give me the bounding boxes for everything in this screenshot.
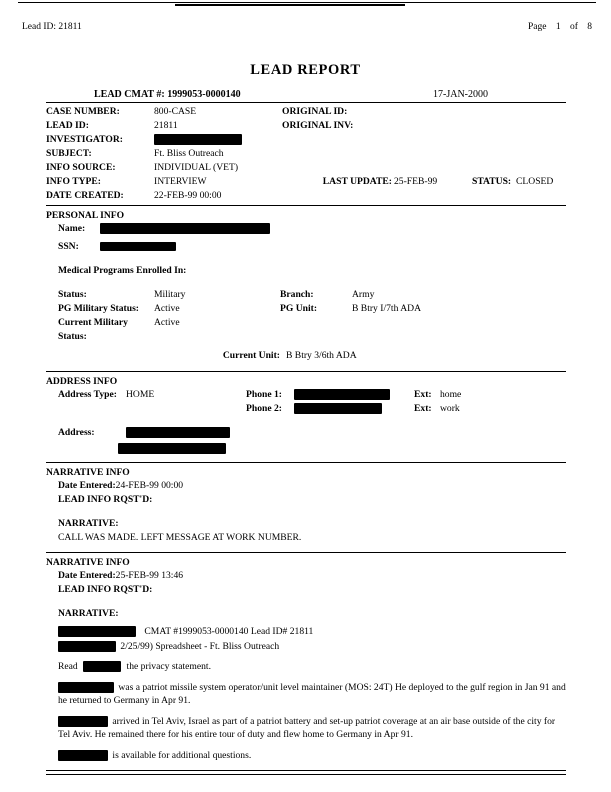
investigator-label: INVESTIGATOR: bbox=[46, 134, 123, 145]
last-update-label: LAST UPDATE: bbox=[322, 176, 392, 187]
narrative-paragraph-4 bbox=[46, 749, 566, 763]
pg-unit-label: PG Unit: bbox=[280, 303, 318, 314]
info-source-row bbox=[46, 161, 566, 175]
branch-label: Branch: bbox=[280, 289, 314, 300]
lead-id-row bbox=[46, 119, 566, 133]
page-of-label: of bbox=[569, 22, 578, 32]
cmat-value: 1999053-0000140 bbox=[167, 89, 241, 100]
pg-unit-value: B Btry I/7th ADA bbox=[352, 303, 422, 314]
case-number-row bbox=[46, 105, 566, 119]
case-info-section bbox=[46, 103, 566, 205]
address-type-value: HOME bbox=[126, 389, 155, 400]
phone1-label: Phone 1: bbox=[246, 389, 282, 400]
narrative-line-1 bbox=[46, 625, 566, 638]
header-page-number bbox=[521, 22, 592, 32]
narrative-paragraph-1 bbox=[46, 660, 566, 674]
case-number-value: 800-CASE bbox=[154, 106, 197, 117]
investigator-row bbox=[46, 133, 566, 147]
status-row bbox=[46, 288, 566, 302]
redaction-bar bbox=[58, 626, 136, 637]
page-current: 1 bbox=[555, 22, 561, 32]
narrative-paragraph-3 bbox=[46, 715, 566, 742]
phone2-value bbox=[294, 402, 414, 416]
cmat-date: 17-JAN-2000 bbox=[433, 89, 488, 100]
redaction-bar bbox=[100, 242, 176, 251]
current-military-status-value: Active bbox=[154, 317, 180, 328]
redaction-bar bbox=[58, 750, 108, 761]
investigator-value bbox=[154, 133, 282, 147]
narrative-text-1: CALL WAS MADE. LEFT MESSAGE AT WORK NUMBER. bbox=[58, 532, 302, 543]
info-source-label: INFO SOURCE: bbox=[46, 162, 116, 173]
last-update-value: 25-FEB-99 bbox=[394, 176, 438, 187]
status-label: STATUS: bbox=[472, 176, 512, 187]
narrative-line-2 bbox=[46, 640, 566, 653]
address-type-label: Address Type: bbox=[58, 389, 117, 400]
current-unit-value: B Btry 3/6th ADA bbox=[286, 350, 357, 361]
redaction-bar bbox=[58, 641, 116, 652]
pg-military-status-label: PG Military Status: bbox=[58, 303, 140, 314]
ext2-label: Ext: bbox=[414, 403, 432, 414]
redaction-bar bbox=[294, 403, 382, 414]
narrative-paragraph-4-text: is available for additional questions. bbox=[112, 749, 252, 761]
page-label: Page bbox=[527, 22, 547, 32]
page-bottom-rule bbox=[46, 770, 566, 771]
ext1-label: Ext: bbox=[414, 389, 432, 400]
redaction-bar bbox=[294, 389, 390, 400]
header-lead-id bbox=[22, 22, 82, 32]
date-entered-value-1: 24-FEB-99 00:00 bbox=[115, 480, 184, 491]
status-value: CLOSED bbox=[516, 176, 554, 187]
redaction-bar bbox=[126, 427, 230, 438]
cmat-label: LEAD CMAT #: bbox=[94, 89, 165, 100]
ssn-row bbox=[46, 240, 566, 254]
info-type-label: INFO TYPE: bbox=[46, 176, 101, 187]
info-type-row bbox=[46, 175, 566, 189]
date-entered-label-1: Date Entered: bbox=[58, 480, 116, 491]
narrative-line-2-text: 2/25/99) Spreadsheet - Ft. Bliss Outreach bbox=[120, 641, 280, 652]
address-label: Address: bbox=[58, 427, 95, 438]
page-header bbox=[22, 22, 592, 32]
narrative-paragraph-1-prefix: Read bbox=[58, 661, 78, 672]
narrative-paragraph-2-text: was a patriot missile system operator/unit level maintainer (MOS: 24T) He deployed to the gulf region in Jan 91 and he returned to Germany in Apr 91. bbox=[58, 681, 566, 706]
date-entered-value-2: 25-FEB-99 13:46 bbox=[115, 570, 184, 581]
subject-label: SUBJECT: bbox=[46, 148, 92, 159]
redaction-bar bbox=[58, 682, 114, 693]
report-body bbox=[46, 88, 566, 775]
name-value bbox=[100, 222, 270, 236]
original-inv-label: ORIGINAL INV: bbox=[282, 120, 354, 131]
ssn-value bbox=[100, 240, 176, 254]
subject-row bbox=[46, 147, 566, 161]
header-lead-id-value: 21811 bbox=[58, 22, 82, 32]
name-row bbox=[46, 222, 566, 236]
redaction-bar bbox=[118, 443, 226, 454]
date-created-value: 22-FEB-99 00:00 bbox=[154, 190, 222, 201]
medical-programs-label: Medical Programs Enrolled In: bbox=[58, 265, 187, 276]
narrative-heading-1: NARRATIVE INFO bbox=[46, 467, 130, 478]
pg-military-status-value: Active bbox=[154, 303, 180, 314]
redaction-bar bbox=[83, 661, 121, 672]
narrative-label-2: NARRATIVE: bbox=[58, 608, 119, 619]
address-type-row bbox=[46, 388, 566, 402]
lead-id-value: 21811 bbox=[154, 120, 178, 131]
date-created-row bbox=[46, 189, 566, 203]
address-row-2 bbox=[46, 443, 566, 454]
date-entered-row-2 bbox=[46, 569, 566, 583]
personal-info-section bbox=[46, 206, 566, 371]
date-entered-row-1 bbox=[46, 479, 566, 493]
name-label: Name: bbox=[58, 223, 86, 234]
info-source-value: INDIVIDUAL (VET) bbox=[154, 162, 239, 173]
redaction-bar bbox=[154, 134, 242, 145]
lead-info-rqstd-label-1: LEAD INFO RQST'D: bbox=[58, 494, 153, 505]
narrative-label-row-1 bbox=[46, 517, 566, 531]
address-row bbox=[46, 426, 566, 440]
ext2-value: work bbox=[440, 403, 460, 414]
lead-id-label: LEAD ID: bbox=[46, 120, 89, 131]
current-unit-row bbox=[46, 349, 566, 363]
narrative-section-2 bbox=[46, 553, 566, 774]
page-title: LEAD REPORT bbox=[250, 62, 361, 78]
info-type-value: INTERVIEW bbox=[154, 176, 207, 187]
header-lead-id-label: Lead ID: bbox=[22, 22, 57, 32]
medical-programs-row bbox=[46, 264, 566, 278]
ext1-value: home bbox=[440, 389, 462, 400]
date-entered-label-2: Date Entered: bbox=[58, 570, 116, 581]
address-value bbox=[126, 426, 230, 440]
personal-info-heading: PERSONAL INFO bbox=[46, 210, 125, 221]
address-info-section bbox=[46, 372, 566, 462]
original-id-label: ORIGINAL ID: bbox=[282, 106, 348, 117]
lead-info-rqstd-row-1 bbox=[46, 493, 566, 507]
current-military-status-row bbox=[46, 316, 566, 344]
phone2-label: Phone 2: bbox=[246, 403, 282, 414]
current-military-status-label: Current Military Status: bbox=[58, 317, 128, 342]
branch-value: Army bbox=[352, 289, 375, 300]
narrative-paragraph-2 bbox=[46, 681, 566, 708]
lead-info-rqstd-row-2 bbox=[46, 583, 566, 597]
narrative-section-1 bbox=[46, 463, 566, 552]
current-unit-label: Current Unit: bbox=[222, 350, 280, 361]
subject-value: Ft. Bliss Outreach bbox=[154, 148, 224, 159]
case-number-label: CASE NUMBER: bbox=[46, 106, 120, 117]
narrative-label-row-2 bbox=[46, 607, 566, 621]
narrative-line-1-text: CMAT #1999053-0000140 Lead ID# 21811 bbox=[144, 626, 314, 637]
address-info-heading: ADDRESS INFO bbox=[46, 376, 118, 387]
narrative-label-1: NARRATIVE: bbox=[58, 518, 119, 529]
phone1-value bbox=[294, 388, 414, 402]
page-top-rule-accent bbox=[175, 4, 405, 6]
personal-status-value: Military bbox=[154, 289, 186, 300]
narrative-paragraph-3-text: arrived in Tel Aviv, Israel as part of a patriot battery and set-up patriot coverage at an air base outside of the city for Tel Aviv. He remained there for his entire tour of duty and flew home to Germany in Apr 91. bbox=[58, 715, 556, 740]
rule-under-narrative-2 bbox=[46, 774, 566, 775]
narrative-heading-2: NARRATIVE INFO bbox=[46, 557, 130, 568]
ssn-label: SSN: bbox=[58, 241, 79, 252]
narrative-paragraph-1-text: the privacy statement. bbox=[126, 661, 211, 672]
personal-status-label: Status: bbox=[58, 289, 87, 300]
lead-info-rqstd-label-2: LEAD INFO RQST'D: bbox=[58, 584, 153, 595]
cmat-row bbox=[46, 88, 566, 102]
pg-military-status-row bbox=[46, 302, 566, 316]
date-created-label: DATE CREATED: bbox=[46, 190, 124, 201]
page-total: 8 bbox=[587, 22, 592, 32]
redaction-bar bbox=[58, 716, 108, 727]
page-top-rule bbox=[18, 2, 596, 3]
phone2-row bbox=[46, 402, 566, 416]
redaction-bar bbox=[100, 223, 270, 234]
